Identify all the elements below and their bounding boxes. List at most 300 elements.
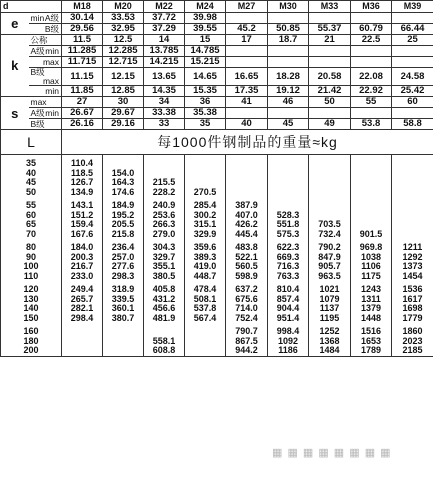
- weight-cell: 560.5: [226, 262, 268, 272]
- value-cell: 12.85: [103, 86, 144, 97]
- size-header: M24: [185, 1, 226, 13]
- weight-row: [1, 201, 433, 211]
- weight-cell: 669.3: [268, 253, 309, 263]
- weight-cell: 1860: [392, 327, 433, 337]
- value-cell: 24.58: [392, 68, 433, 86]
- value-cell: 33.38: [144, 108, 185, 119]
- weight-cell: 300.2: [185, 211, 226, 221]
- length-cell: 150: [1, 314, 62, 324]
- value-cell: 53.8: [351, 119, 392, 130]
- weight-cell: 407.0: [226, 211, 268, 221]
- weight-cell: 315.1: [185, 220, 226, 230]
- value-cell: 60.79: [351, 24, 392, 35]
- grade-text: B级: [44, 23, 59, 34]
- weight-row: [1, 211, 433, 221]
- weight-cell: 184.9: [103, 201, 144, 211]
- weight-cell: 285.4: [185, 201, 226, 211]
- value-cell: 22.08: [351, 68, 392, 86]
- weight-cell: [103, 346, 144, 356]
- value-cell: 12.285: [103, 46, 144, 57]
- weight-cell: 329.9: [185, 230, 226, 240]
- length-cell: 70: [1, 230, 62, 240]
- weight-cell: 1698: [392, 304, 433, 314]
- weight-cell: 951.4: [268, 314, 309, 324]
- size-header: M27: [226, 1, 268, 13]
- value-cell: 29.67: [103, 108, 144, 119]
- weight-cell: 1373: [392, 262, 433, 272]
- weight-cell: [392, 211, 433, 221]
- weight-cell: [309, 178, 351, 188]
- weight-row: [1, 327, 433, 337]
- length-cell: 100: [1, 262, 62, 272]
- weight-cell: 387.9: [226, 201, 268, 211]
- value-cell: [351, 13, 392, 24]
- weight-cell: [392, 188, 433, 198]
- weight-cell: 329.7: [144, 253, 185, 263]
- weight-cell: 1175: [351, 272, 392, 282]
- value-cell: 30: [103, 97, 144, 108]
- value-cell: 50: [309, 97, 351, 108]
- weight-cell: 528.3: [268, 211, 309, 221]
- value-cell: 18.7: [268, 35, 309, 46]
- weight-cell: [351, 188, 392, 198]
- k-qualifier: [29, 46, 62, 57]
- weight-cell: 228.2: [144, 188, 185, 198]
- value-cell: 45: [268, 119, 309, 130]
- weight-row: [1, 295, 433, 305]
- weight-cell: 1789: [351, 346, 392, 356]
- weight-row: [1, 346, 433, 356]
- weight-cell: [268, 201, 309, 211]
- weight-cell: 1211: [392, 243, 433, 253]
- length-cell: 120: [1, 285, 62, 295]
- weight-cell: 1617: [392, 295, 433, 305]
- size-header: M22: [144, 1, 185, 13]
- weight-cell: 200.3: [62, 253, 103, 263]
- value-cell: 15.35: [185, 86, 226, 97]
- k-row: [1, 86, 433, 97]
- weight-cell: 567.4: [185, 314, 226, 324]
- weight-cell: 257.0: [103, 253, 144, 263]
- weight-cell: [103, 337, 144, 347]
- value-cell: 25: [392, 35, 433, 46]
- weight-cell: 164.3: [103, 178, 144, 188]
- weight-cell: 1079: [309, 295, 351, 305]
- weight-row: [1, 220, 433, 230]
- weight-cell: 1137: [309, 304, 351, 314]
- s-qualifier: [29, 119, 62, 130]
- weight-cell: 266.3: [144, 220, 185, 230]
- weight-cell: 481.9: [144, 314, 185, 324]
- weight-cell: [351, 178, 392, 188]
- value-cell: 13.785: [144, 46, 185, 57]
- value-cell: 14: [144, 35, 185, 46]
- value-cell: [351, 57, 392, 68]
- value-cell: 12.15: [103, 68, 144, 86]
- value-cell: 40: [226, 119, 268, 130]
- s-qualifier: [29, 108, 62, 119]
- weight-cell: 1186: [268, 346, 309, 356]
- weight-cell: 944.2: [226, 346, 268, 356]
- length-cell: 35: [1, 159, 62, 169]
- value-cell: [392, 13, 433, 24]
- weight-cell: 1243: [351, 285, 392, 295]
- weight-cell: 339.5: [103, 295, 144, 305]
- weight-cell: 249.4: [62, 285, 103, 295]
- value-cell: 37.72: [144, 13, 185, 24]
- size-header: M36: [351, 1, 392, 13]
- weight-cell: 637.2: [226, 285, 268, 295]
- value-cell: 49: [309, 119, 351, 130]
- weight-cell: [185, 337, 226, 347]
- length-cell: 160: [1, 327, 62, 337]
- length-cell: 200: [1, 346, 62, 356]
- weight-cell: 279.0: [144, 230, 185, 240]
- length-cell: 65: [1, 220, 62, 230]
- weight-cell: 355.1: [144, 262, 185, 272]
- weight-cell: 151.2: [62, 211, 103, 221]
- weight-cell: 380.7: [103, 314, 144, 324]
- value-cell: 26.16: [62, 119, 103, 130]
- value-cell: 33.53: [103, 13, 144, 24]
- weight-cell: [103, 159, 144, 169]
- value-cell: 15: [185, 35, 226, 46]
- weight-cell: [185, 178, 226, 188]
- watermark: ▦ ▦ ▦ ▦ ▦ ▦ ▦ ▦: [272, 447, 392, 459]
- value-cell: 13.65: [144, 68, 185, 86]
- qualifier-text: min: [45, 107, 59, 118]
- weight-cell: 1653: [351, 337, 392, 347]
- weight-cell: [392, 230, 433, 240]
- value-cell: [351, 108, 392, 119]
- weight-cell: [351, 211, 392, 221]
- length-cell: 110: [1, 272, 62, 282]
- value-cell: 34: [144, 97, 185, 108]
- weight-cell: 431.2: [144, 295, 185, 305]
- weight-row: [1, 169, 433, 179]
- weight-cell: 236.4: [103, 243, 144, 253]
- value-cell: 58.8: [392, 119, 433, 130]
- s-max-row: [1, 97, 433, 108]
- value-cell: 27: [62, 97, 103, 108]
- length-cell: 140: [1, 304, 62, 314]
- weight-cell: 810.4: [268, 285, 309, 295]
- weight-cell: 233.0: [62, 272, 103, 282]
- k-row: [1, 68, 433, 86]
- size-header: M20: [103, 1, 144, 13]
- value-cell: [268, 46, 309, 57]
- weight-cell: [351, 169, 392, 179]
- weight-cell: 1106: [351, 262, 392, 272]
- length-cell: 60: [1, 211, 62, 221]
- s-row: [1, 119, 433, 130]
- weight-cell: [144, 159, 185, 169]
- value-cell: 66.44: [392, 24, 433, 35]
- weight-caption: 每1000件钢制品的重量≈kg: [62, 130, 433, 155]
- grade-text: B级: [30, 118, 45, 129]
- weight-row: [1, 253, 433, 263]
- weight-cell: 304.3: [144, 243, 185, 253]
- weight-cell: 575.3: [268, 230, 309, 240]
- weight-cell: 143.1: [62, 201, 103, 211]
- grade-text: A级: [30, 107, 45, 118]
- e-label: e: [1, 13, 29, 35]
- weight-cell: 1448: [351, 314, 392, 324]
- e-row: [1, 24, 433, 35]
- value-cell: 36: [185, 97, 226, 108]
- size-header: M33: [309, 1, 351, 13]
- weight-cell: 215.5: [144, 178, 185, 188]
- weight-cell: [185, 169, 226, 179]
- value-cell: [392, 46, 433, 57]
- value-cell: 55.37: [309, 24, 351, 35]
- s-label: s: [1, 97, 29, 130]
- length-cell: 180: [1, 337, 62, 347]
- weight-cell: [62, 327, 103, 337]
- weight-cell: 1379: [351, 304, 392, 314]
- value-cell: [226, 57, 268, 68]
- weight-cell: 360.1: [103, 304, 144, 314]
- value-cell: 19.12: [268, 86, 309, 97]
- weight-cell: [351, 201, 392, 211]
- weight-cell: 752.4: [226, 314, 268, 324]
- k-qualifier: [29, 68, 62, 86]
- qualifier-text: min: [30, 12, 45, 23]
- grade-text: B级: [30, 67, 45, 77]
- length-cell: 45: [1, 178, 62, 188]
- nominal-label: 公称: [29, 35, 62, 46]
- weight-table: [0, 129, 433, 357]
- weight-row: [1, 230, 433, 240]
- weight-cell: 857.4: [268, 295, 309, 305]
- value-cell: 50.85: [268, 24, 309, 35]
- value-cell: 14.35: [144, 86, 185, 97]
- value-cell: 45.2: [226, 24, 268, 35]
- weight-cell: [392, 169, 433, 179]
- weight-cell: 790.2: [309, 243, 351, 253]
- weight-cell: 167.6: [62, 230, 103, 240]
- value-cell: 18.28: [268, 68, 309, 86]
- qualifier-text: min: [45, 85, 59, 96]
- value-cell: 14.785: [185, 46, 226, 57]
- value-cell: [268, 57, 309, 68]
- weight-cell: 110.4: [62, 159, 103, 169]
- value-cell: 17: [226, 35, 268, 46]
- weight-cell: 1536: [392, 285, 433, 295]
- weight-cell: 448.7: [185, 272, 226, 282]
- weight-cell: 483.8: [226, 243, 268, 253]
- weight-row: [1, 272, 433, 282]
- weight-cell: [144, 169, 185, 179]
- value-cell: 14.215: [144, 57, 185, 68]
- weight-cell: 126.7: [62, 178, 103, 188]
- weight-cell: [268, 178, 309, 188]
- header-d-label: d: [1, 1, 62, 13]
- weight-cell: 1454: [392, 272, 433, 282]
- weight-cell: 154.0: [103, 169, 144, 179]
- weight-cell: [144, 327, 185, 337]
- weight-row: [1, 262, 433, 272]
- s-row: [1, 108, 433, 119]
- weight-cell: 1311: [351, 295, 392, 305]
- weight-cell: 622.3: [268, 243, 309, 253]
- weight-cell: 1292: [392, 253, 433, 263]
- weight-cell: 215.8: [103, 230, 144, 240]
- weight-cell: 905.7: [309, 262, 351, 272]
- weight-cell: 456.6: [144, 304, 185, 314]
- weight-row: [1, 243, 433, 253]
- weight-cell: 551.8: [268, 220, 309, 230]
- weight-cell: 282.1: [62, 304, 103, 314]
- e-qualifier: [29, 24, 62, 35]
- value-cell: 12.5: [103, 35, 144, 46]
- value-cell: [226, 108, 268, 119]
- value-cell: 29.16: [103, 119, 144, 130]
- weight-cell: [268, 159, 309, 169]
- value-cell: [226, 46, 268, 57]
- weight-cell: [226, 188, 268, 198]
- weight-cell: [351, 220, 392, 230]
- weight-cell: [62, 346, 103, 356]
- weight-cell: 847.9: [309, 253, 351, 263]
- length-cell: 40: [1, 169, 62, 179]
- value-cell: 11.85: [62, 86, 103, 97]
- value-cell: 30.14: [62, 13, 103, 24]
- weight-row: [1, 314, 433, 324]
- weight-cell: 380.5: [144, 272, 185, 282]
- weight-cell: 969.8: [351, 243, 392, 253]
- weight-cell: 419.0: [185, 262, 226, 272]
- value-cell: 37.29: [144, 24, 185, 35]
- weight-cell: 608.8: [144, 346, 185, 356]
- weight-cell: 522.1: [226, 253, 268, 263]
- length-cell: 130: [1, 295, 62, 305]
- weight-cell: 537.8: [185, 304, 226, 314]
- weight-cell: [309, 201, 351, 211]
- weight-cell: 716.3: [268, 262, 309, 272]
- grade-text: A级: [44, 12, 59, 23]
- value-cell: 39.55: [185, 24, 226, 35]
- qualifier-text: min: [45, 45, 59, 56]
- length-cell: 55: [1, 201, 62, 211]
- grade-text: A级: [30, 45, 45, 56]
- weight-cell: 901.5: [351, 230, 392, 240]
- weight-cell: 298.4: [62, 314, 103, 324]
- weight-cell: 703.5: [309, 220, 351, 230]
- value-cell: 25.42: [392, 86, 433, 97]
- weight-cell: 867.5: [226, 337, 268, 347]
- weight-cell: 763.3: [268, 272, 309, 282]
- value-cell: 60: [392, 97, 433, 108]
- weight-cell: [309, 211, 351, 221]
- weight-cell: 1092: [268, 337, 309, 347]
- value-cell: [351, 46, 392, 57]
- weight-cell: 195.2: [103, 211, 144, 221]
- weight-cell: [268, 169, 309, 179]
- k-row: [1, 57, 433, 68]
- qualifier-text: max: [42, 56, 59, 67]
- weight-cell: 508.1: [185, 295, 226, 305]
- weight-cell: 904.4: [268, 304, 309, 314]
- weight-row: [1, 285, 433, 295]
- weight-cell: 963.5: [309, 272, 351, 282]
- weight-cell: 159.4: [62, 220, 103, 230]
- weight-cell: 998.4: [268, 327, 309, 337]
- qualifier-text: max: [42, 75, 59, 86]
- weight-cell: 270.5: [185, 188, 226, 198]
- value-cell: 21.42: [309, 86, 351, 97]
- value-cell: 35.38: [185, 108, 226, 119]
- weight-cell: [62, 337, 103, 347]
- weight-cell: 277.6: [103, 262, 144, 272]
- value-cell: 11.15: [62, 68, 103, 86]
- k-qualifier: [29, 57, 62, 68]
- weight-cell: 790.7: [226, 327, 268, 337]
- weight-cell: 298.3: [103, 272, 144, 282]
- value-cell: [309, 57, 351, 68]
- weight-cell: 558.1: [144, 337, 185, 347]
- weight-cell: 732.4: [309, 230, 351, 240]
- value-cell: 35: [185, 119, 226, 130]
- weight-cell: [309, 188, 351, 198]
- value-cell: 55: [351, 97, 392, 108]
- weight-row: [1, 337, 433, 347]
- value-cell: 32.95: [103, 24, 144, 35]
- weight-cell: [309, 159, 351, 169]
- weight-cell: [185, 346, 226, 356]
- weight-cell: 174.6: [103, 188, 144, 198]
- size-header: M18: [62, 1, 103, 13]
- weight-cell: [226, 178, 268, 188]
- weight-cell: 184.0: [62, 243, 103, 253]
- value-cell: 46: [268, 97, 309, 108]
- weight-cell: 714.0: [226, 304, 268, 314]
- weight-cell: [226, 159, 268, 169]
- weight-cell: 445.4: [226, 230, 268, 240]
- k-row: [1, 46, 433, 57]
- weight-caption-row: [1, 130, 433, 155]
- k-nominal-row: [1, 35, 433, 46]
- length-cell: 50: [1, 188, 62, 198]
- value-cell: [309, 46, 351, 57]
- value-cell: [309, 13, 351, 24]
- value-cell: 41: [226, 97, 268, 108]
- weight-cell: 478.4: [185, 285, 226, 295]
- weight-cell: [309, 169, 351, 179]
- weight-cell: 318.9: [103, 285, 144, 295]
- weight-cell: 118.5: [62, 169, 103, 179]
- value-cell: 14.65: [185, 68, 226, 86]
- weight-cell: 1516: [351, 327, 392, 337]
- size-header: M30: [268, 1, 309, 13]
- value-cell: 16.65: [226, 68, 268, 86]
- weight-cell: 216.7: [62, 262, 103, 272]
- weight-cell: 1021: [309, 285, 351, 295]
- weight-row: [1, 178, 433, 188]
- value-cell: 29.56: [62, 24, 103, 35]
- value-cell: 11.715: [62, 57, 103, 68]
- weight-cell: 205.5: [103, 220, 144, 230]
- weight-cell: 359.6: [185, 243, 226, 253]
- value-cell: 20.58: [309, 68, 351, 86]
- size-header: M39: [392, 1, 433, 13]
- value-cell: 22.92: [351, 86, 392, 97]
- weight-row: [1, 304, 433, 314]
- value-cell: 17.35: [226, 86, 268, 97]
- weight-cell: 1038: [351, 253, 392, 263]
- weight-cell: 1195: [309, 314, 351, 324]
- value-cell: 22.5: [351, 35, 392, 46]
